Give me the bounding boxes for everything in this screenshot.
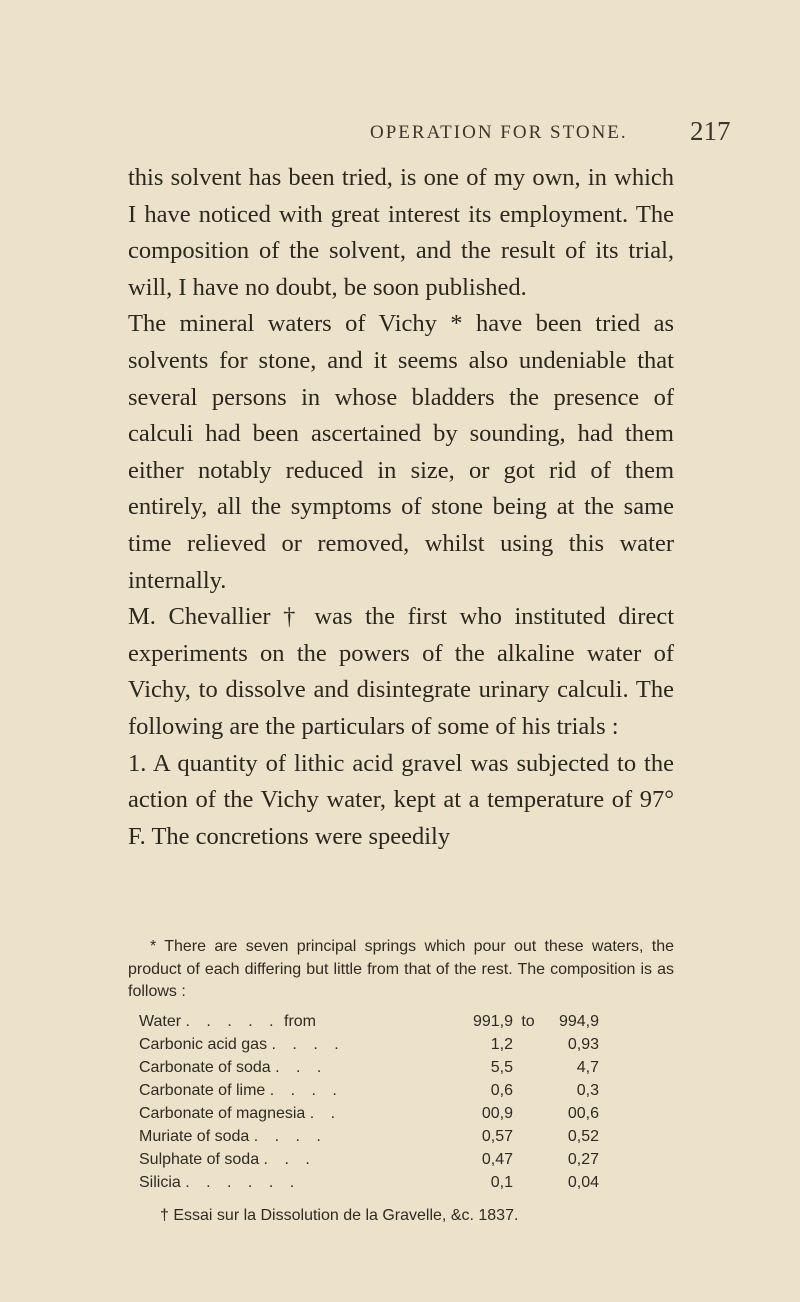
page-number: 217 — [690, 116, 731, 146]
paragraph-1: this solvent has been tried, is one of my own, in which I have noticed with great interest its employment. The composition of the solvent, and the result of its trial, will, I have no doubt, be soon published. — [128, 164, 674, 301]
footnote-dagger-text: Essai sur la Dissolution de la Gravelle, &c. 1837. — [173, 1207, 519, 1224]
table-row — [139, 1149, 599, 1172]
table-row — [139, 1172, 599, 1195]
leader-dots: . . — [309, 1105, 342, 1122]
component-name: Carbonate of lime — [139, 1082, 266, 1099]
component-name: Carbonate of magnesia — [139, 1105, 306, 1122]
footnote-star-marker: * — [150, 938, 157, 955]
value-max: 0,04 — [567, 1174, 599, 1191]
value-min: 5,5 — [490, 1059, 513, 1076]
value-min: 0,47 — [481, 1151, 513, 1168]
leader-dots: . . . . . . — [185, 1174, 301, 1191]
component-name: Sulphate of soda — [139, 1151, 260, 1168]
range-to — [513, 1172, 543, 1195]
component-name: Carbonic acid gas — [139, 1036, 268, 1053]
range-to — [513, 1126, 543, 1149]
footnote-dagger — [160, 1207, 680, 1225]
value-max: 0,93 — [567, 1036, 599, 1053]
value-min: 00,9 — [481, 1105, 513, 1122]
table-row — [139, 1057, 599, 1080]
value-max: 0,3 — [576, 1082, 599, 1099]
table-row — [139, 1080, 599, 1103]
value-min: 0,6 — [490, 1082, 513, 1099]
component-name: Carbonate of soda — [139, 1059, 271, 1076]
value-min: 991,9 — [472, 1013, 513, 1030]
paragraph-3: M. Chevallier † was the first who instituted direct experiments on the powers of the alkaline water of Vichy, to dissolve and disintegrate urinary calculi. The following are the particulars of some of his trials : — [128, 603, 674, 740]
value-min: 0,57 — [481, 1128, 513, 1145]
range-to — [513, 1057, 543, 1080]
body-text — [128, 160, 674, 855]
footnote-star — [128, 936, 674, 1195]
leader-dots: . . . — [275, 1059, 328, 1076]
table-row — [139, 1126, 599, 1149]
range-to — [513, 1103, 543, 1126]
table-row — [139, 1034, 599, 1057]
value-max: 00,6 — [567, 1105, 599, 1122]
paragraph-4: 1. A quantity of lithic acid gravel was subjected to the action of the Vichy water, kept at a temperature of 97° F. The concretions were speedily — [128, 749, 674, 850]
range-to — [513, 1149, 543, 1172]
range-to: to — [521, 1013, 535, 1030]
value-min: 0,1 — [490, 1174, 513, 1191]
running-title: OPERATION FOR STONE. — [370, 122, 628, 143]
range-to — [513, 1034, 543, 1057]
leader-dots: . . . . — [253, 1128, 327, 1145]
table-row — [139, 1011, 599, 1034]
table-row — [139, 1103, 599, 1126]
value-max: 0,52 — [567, 1128, 599, 1145]
paragraph-2: The mineral waters of Vichy * have been tried as solvents for stone, and it seems also undeniable that several persons in whose bladders the presence of calculi had been ascertained by sounding, had them either notably reduced in size, or got rid of them entirely, all the symptoms of stone being at the same time relieved or removed, whilst using this water internally. — [128, 310, 674, 594]
footnote-dagger-marker: † — [160, 1207, 169, 1224]
component-name: Water — [139, 1013, 182, 1030]
footnote-star-text — [128, 936, 674, 1004]
leader-dots: . . . . — [271, 1036, 345, 1053]
value-max: 0,27 — [567, 1151, 599, 1168]
footnote-star-body: There are seven principal springs which pour out these waters, the product of each differing but little from that of the rest. The composition is as follows : — [128, 938, 675, 1000]
leader-dots: . . . — [263, 1151, 316, 1168]
component-name: Muriate of soda — [139, 1128, 250, 1145]
composition-table — [139, 1011, 599, 1195]
value-max: 4,7 — [576, 1059, 599, 1076]
leader-dots: . . . . — [269, 1082, 343, 1099]
component-name: Silicia — [139, 1174, 181, 1191]
value-max: 994,9 — [558, 1013, 599, 1030]
page-header — [0, 116, 800, 152]
leader-dots: . . . . . — [185, 1013, 280, 1030]
value-min: 1,2 — [490, 1036, 513, 1053]
range-prefix: from — [284, 1013, 316, 1030]
range-to — [513, 1080, 543, 1103]
